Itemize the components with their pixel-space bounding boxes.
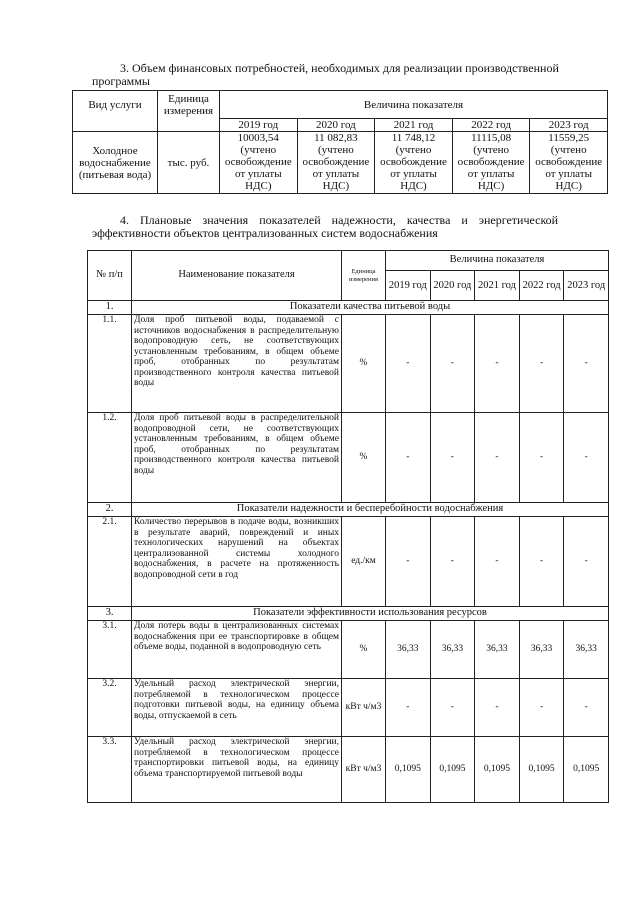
row-value: 36,33 <box>475 621 520 679</box>
row-value: - <box>386 679 431 737</box>
group-num: 2. <box>88 503 132 517</box>
indicators-table <box>87 250 609 803</box>
year-2019: 2019 год <box>220 119 298 132</box>
row-unit: кВт ч/м3 <box>342 737 386 803</box>
row-value: - <box>430 315 475 413</box>
row-num: 1.1. <box>88 315 132 413</box>
value-2022: 11115,08 (учтено освобождение от уплаты НДС) <box>452 132 530 194</box>
row-value: - <box>564 517 609 607</box>
value-2020: 11 082,83 (учтено освобождение от уплаты НДС) <box>297 132 375 194</box>
value-2019: 10003,54 (учтено освобождение от уплаты НДС) <box>220 132 298 194</box>
row-value: 0,1095 <box>564 737 609 803</box>
section4-title-line1: 4. Плановые значения показателей надежности, качества и энергетической <box>120 213 559 227</box>
year-2022: 2022 год <box>519 271 564 301</box>
row-name: Доля проб питьевой воды в распределительной водопроводной сети, не соответствующих установленным требованиям, в общем объеме проб, отобранных по результатам производственного контроля качества питьевой воды <box>132 413 342 503</box>
section4-heading <box>92 214 602 240</box>
row-value: - <box>475 413 520 503</box>
row-value: - <box>475 679 520 737</box>
row-value: - <box>386 413 431 503</box>
header-service: Вид услуги <box>73 91 158 132</box>
row-value: 36,33 <box>386 621 431 679</box>
row-num: 3.3. <box>88 737 132 803</box>
row-value: - <box>519 517 564 607</box>
financial-table <box>72 90 608 194</box>
row-name: Доля проб питьевой воды, подаваемой с источников водоснабжения в распределительную водопроводную сеть, не соответствующих установленным требованиям, в общем объеме проб, отобранных по результатам производственного контроля качества питьевой воды <box>132 315 342 413</box>
year-2022: 2022 год <box>452 119 530 132</box>
row-value: - <box>386 315 431 413</box>
row-unit: ед./км <box>342 517 386 607</box>
year-2020: 2020 год <box>430 271 475 301</box>
row-value: 0,1095 <box>430 737 475 803</box>
header-value: Величина показателя <box>220 91 608 119</box>
row-value: 36,33 <box>519 621 564 679</box>
row-name: Доля потерь воды в централизованных системах водоснабжения при ее транспортировке в общем объеме воды, поданной в водопроводную сеть <box>132 621 342 679</box>
row-value: - <box>519 315 564 413</box>
header-value: Величина показателя <box>386 251 609 271</box>
year-2019: 2019 год <box>386 271 431 301</box>
year-2020: 2020 год <box>297 119 375 132</box>
group-title: Показатели эффективности использования ресурсов <box>132 607 609 621</box>
section3-title-line1: 3. Объем финансовых потребностей, необходимых для реализации производственной <box>120 61 559 75</box>
year-2023: 2023 год <box>530 119 608 132</box>
header-name: Наименование показателя <box>132 251 342 301</box>
row-value: - <box>430 517 475 607</box>
row-value: 36,33 <box>564 621 609 679</box>
row-num: 3.2. <box>88 679 132 737</box>
year-2021: 2021 год <box>475 271 520 301</box>
row-value: - <box>519 679 564 737</box>
group-title: Показатели качества питьевой воды <box>132 301 609 315</box>
value-2023: 11559,25 (учтено освобождение от уплаты НДС) <box>530 132 608 194</box>
row-num: 2.1. <box>88 517 132 607</box>
row-unit: кВт ч/м3 <box>342 679 386 737</box>
row-value: 0,1095 <box>386 737 431 803</box>
row-unit: % <box>342 413 386 503</box>
row-value: 0,1095 <box>475 737 520 803</box>
row-value: - <box>430 679 475 737</box>
value-2021: 11 748,12 (учтено освобождение от уплаты НДС) <box>375 132 453 194</box>
row-value: - <box>564 315 609 413</box>
row-unit: % <box>342 315 386 413</box>
row-value: - <box>386 517 431 607</box>
year-2023: 2023 год <box>564 271 609 301</box>
row-value: - <box>564 413 609 503</box>
row-name: Удельный расход электрической энергии, потребляемой в технологическом процессе транспортировки питьевой воды, на единицу объема транспортируемой питьевой воды <box>132 737 342 803</box>
section4-title-line2: эффективности объектов централизованных систем водоснабжения <box>92 226 438 240</box>
row-value: - <box>430 413 475 503</box>
row-value: - <box>519 413 564 503</box>
year-2021: 2021 год <box>375 119 453 132</box>
group-num: 1. <box>88 301 132 315</box>
service-name: Холодное водоснабжение (питьевая вода) <box>73 132 158 194</box>
group-title: Показатели надежности и бесперебойности водоснабжения <box>132 503 609 517</box>
row-value: 36,33 <box>430 621 475 679</box>
section3-title-line2: программы <box>92 74 150 88</box>
row-name: Количество перерывов в подаче воды, возникших в результате аварий, повреждений и иных технологических нарушений на объектах централизованной системы холодного водоснабжения, в расчете на протяженность водопроводной сети в год <box>132 517 342 607</box>
row-num: 1.2. <box>88 413 132 503</box>
row-value: 0,1095 <box>519 737 564 803</box>
group-num: 3. <box>88 607 132 621</box>
section3-heading <box>92 62 604 88</box>
row-value: - <box>475 517 520 607</box>
row-name: Удельный расход электрической энергии, потребляемой в технологическом процессе подготовки питьевой воды, на единицу объема воды, отпускаемой в сеть <box>132 679 342 737</box>
header-unit: Единица измерения <box>158 91 220 132</box>
row-num: 3.1. <box>88 621 132 679</box>
row-value: - <box>564 679 609 737</box>
header-num: № п/п <box>88 251 132 301</box>
service-unit: тыс. руб. <box>158 132 220 194</box>
header-unit: Единица измерения <box>342 251 386 301</box>
row-unit: % <box>342 621 386 679</box>
row-value: - <box>475 315 520 413</box>
